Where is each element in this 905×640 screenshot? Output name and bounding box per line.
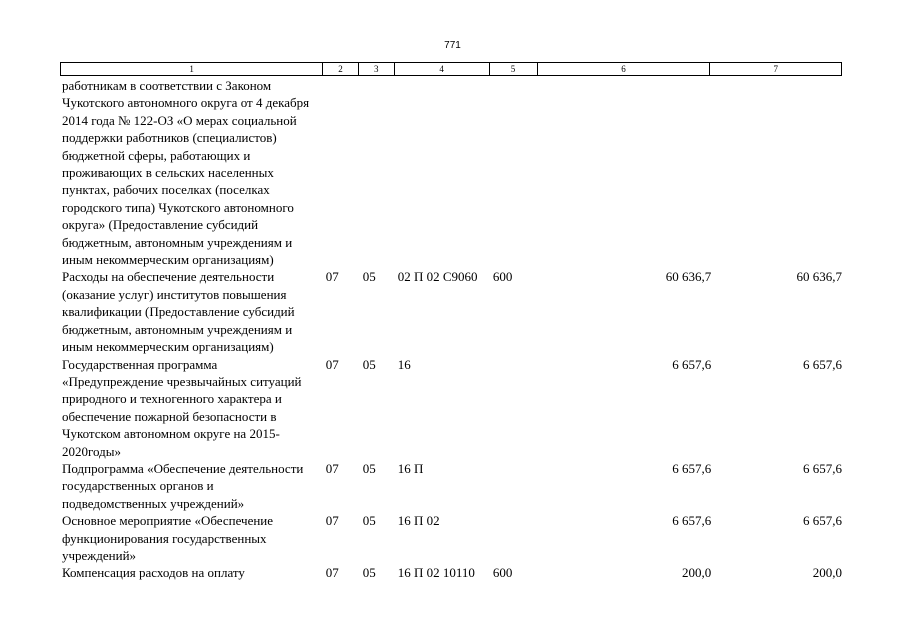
budget-table xyxy=(60,77,842,582)
row-name: Основное мероприятие «Обеспечение функционирования государственных учреждений» xyxy=(62,513,274,563)
row-subsection: 05 xyxy=(362,269,376,285)
header-col-4: 4 xyxy=(395,63,490,75)
row-subsection: 05 xyxy=(362,513,376,529)
row-amount-1: 60 636,7 xyxy=(665,269,712,285)
row-name: Компенсация расходов на оплату xyxy=(62,565,245,581)
row-section: 07 xyxy=(325,513,339,529)
row-name: Расходы на обеспечение деятельности (оказание услуг) институтов повышения квалификации (Предоставление субсидий бюджетным, автономным учреждениям и иным некоммерческим организациям) xyxy=(62,269,295,355)
table-row xyxy=(60,77,842,268)
row-subsection: 05 xyxy=(362,565,376,581)
header-col-1: 1 xyxy=(61,63,323,75)
row-subsection: 05 xyxy=(362,356,376,372)
row-target-code: 16 П 02 xyxy=(397,513,440,529)
table-row xyxy=(60,564,842,581)
row-section: 07 xyxy=(325,565,339,581)
page-number: 771 xyxy=(444,40,461,51)
row-expense-type: 600 xyxy=(492,269,513,285)
header-col-7: 7 xyxy=(773,64,778,74)
row-section: 07 xyxy=(325,269,339,285)
row-amount-1: 200,0 xyxy=(681,565,712,581)
header-col-5: 5 xyxy=(490,63,538,75)
table-row xyxy=(60,460,842,512)
row-target-code: 02 П 02 С9060 xyxy=(397,269,478,285)
row-section: 07 xyxy=(325,356,339,372)
table-header xyxy=(60,62,842,76)
row-amount-2: 6 657,6 xyxy=(803,513,843,529)
header-col-6: 6 xyxy=(538,63,711,75)
row-subsection: 05 xyxy=(362,460,376,476)
row-amount-2: 6 657,6 xyxy=(803,460,843,476)
header-col-3: 3 xyxy=(359,63,395,75)
row-amount-1: 6 657,6 xyxy=(672,513,712,529)
row-amount-2: 6 657,6 xyxy=(803,356,843,372)
row-amount-1: 6 657,6 xyxy=(672,356,712,372)
table-row xyxy=(60,268,842,355)
row-expense-type: 600 xyxy=(492,565,513,581)
table-row xyxy=(60,356,842,460)
row-name: Подпрограмма «Обеспечение деятельности государственных органов и подведомственных учреждений» xyxy=(62,460,304,511)
row-target-code: 16 П 02 10110 xyxy=(397,565,475,581)
row-name: Государственная программа «Предупреждение чрезвычайных ситуаций природного и техногенного характера и обеспечение пожарной безопасности в Чукотском автономном округе на 2015-2020годы» xyxy=(62,356,302,459)
row-amount-2: 60 636,7 xyxy=(796,269,843,285)
table-row xyxy=(60,512,842,564)
header-col-2: 2 xyxy=(323,63,359,75)
row-name: работникам в соответствии с Законом Чукотского автономного округа от 4 декабря 2014 года № 122-ОЗ «О мерах социальной поддержки работников (специалистов) бюджетной сферы, работающих и проживающих в сельских населенных пунктах, рабочих поселках (поселках городского типа) Чукотского автономного округа» (Предоставление субсидий бюджетным, автономным учреждениям и иным некоммерческим организациям) xyxy=(62,78,310,268)
row-amount-2: 200,0 xyxy=(812,565,843,581)
row-section: 07 xyxy=(325,460,339,476)
row-target-code: 16 П xyxy=(397,460,424,476)
row-target-code: 16 xyxy=(397,356,411,372)
row-amount-1: 6 657,6 xyxy=(672,460,712,476)
